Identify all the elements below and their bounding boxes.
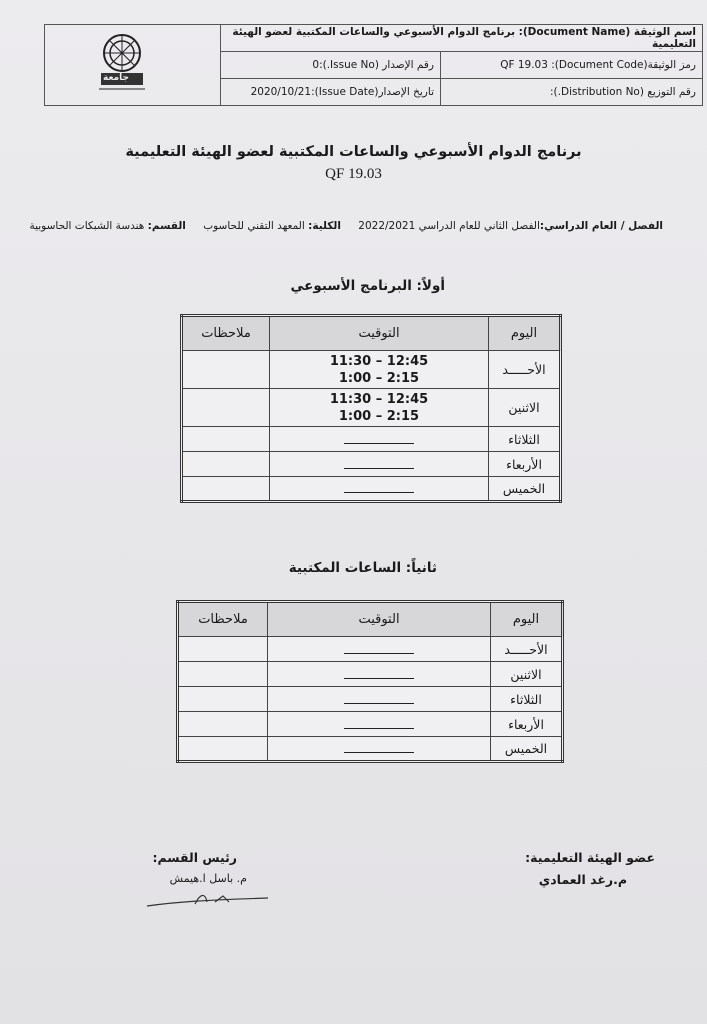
document-title: برنامج الدوام الأسبوعي والساعات المكتبية لعضو الهيئة التعليمية [125, 144, 582, 160]
document-code-title: QF 19.03 [325, 166, 382, 182]
day-cell: الثلاثاء [489, 427, 561, 452]
table-header-row [182, 316, 561, 351]
department-label: القسم: [147, 220, 186, 232]
time-cell [268, 662, 491, 687]
university-emblem-icon [95, 31, 149, 93]
blank-line [344, 434, 414, 444]
table-row [182, 452, 561, 477]
time-cell [270, 452, 489, 477]
blank-line [344, 669, 414, 679]
col-time: التوقيت [268, 602, 491, 637]
day-cell: الخميس [489, 477, 561, 502]
time-cell [268, 687, 491, 712]
col-day: اليوم [489, 316, 561, 351]
table-row [178, 737, 563, 762]
handwritten-signature [145, 888, 270, 910]
notes-cell [182, 452, 270, 477]
blank-line [344, 644, 414, 654]
table-row [182, 427, 561, 452]
time-slot: 11:30 – 12:45 [329, 391, 429, 407]
col-day: اليوم [491, 602, 563, 637]
table-row [182, 477, 561, 502]
time-cell [268, 637, 491, 662]
notes-cell [182, 389, 270, 427]
day-cell: الاثنين [491, 662, 563, 687]
day-cell: الأربعاء [491, 712, 563, 737]
doc-code: رمز الوثيقة(Document Code): QF 19.03 [440, 52, 702, 78]
day-cell: الخميس [491, 737, 563, 762]
day-cell: الثلاثاء [491, 687, 563, 712]
time-cell [270, 427, 489, 452]
document-header-table [44, 24, 703, 106]
weekly-schedule-heading: أولاً: البرنامج الأسبوعي [290, 278, 445, 294]
notes-cell [182, 351, 270, 389]
course-info-line [29, 220, 663, 232]
doc-name: اسم الوثيقة (Document Name): برنامج الدوام الأسبوعي والساعات المكتبية لعضو الهيئة التعليمية [232, 26, 696, 50]
table-header-row [178, 602, 563, 637]
day-cell: الأحـــــد [489, 351, 561, 389]
notes-cell [178, 662, 268, 687]
notes-cell [182, 427, 270, 452]
office-hours-table [176, 600, 564, 763]
notes-cell [182, 477, 270, 502]
notes-cell [178, 637, 268, 662]
office-hours-heading: ثانياً: الساعات المكتبية [288, 560, 437, 576]
table-row [182, 389, 561, 427]
semester-label: الفصل / العام الدراسي: [539, 220, 663, 232]
col-time: التوقيت [270, 316, 489, 351]
time-slot: 1:00 – 2:15 [338, 370, 420, 386]
distribution-no: رقم التوزيع (Distribution No.): [440, 79, 702, 105]
blank-line [344, 459, 414, 469]
time-cell [268, 737, 491, 762]
blank-line [344, 743, 414, 753]
day-cell: الأحـــــد [491, 637, 563, 662]
department-head-label: رئيس القسم: [152, 850, 237, 865]
time-slot: 11:30 – 12:45 [329, 353, 429, 369]
blank-line [344, 694, 414, 704]
blank-line [344, 719, 414, 729]
notes-cell [178, 737, 268, 762]
time-cell [270, 351, 489, 389]
col-notes: ملاحظات [182, 316, 270, 351]
department-head-name: م. باسل ا.هيمش [169, 872, 247, 885]
time-slot: 1:00 – 2:15 [338, 408, 420, 424]
issue-no: رقم الإصدار (Issue No.):0 [312, 59, 434, 71]
col-notes: ملاحظات [178, 602, 268, 637]
distribution-row [221, 79, 702, 105]
time-cell [268, 712, 491, 737]
issue-date: تاريخ الإصدار(Issue Date):2020/10/21 [250, 86, 434, 98]
table-row [178, 637, 563, 662]
day-cell: الاثنين [489, 389, 561, 427]
time-cell [270, 477, 489, 502]
weekly-schedule-table [180, 314, 562, 503]
department-value: هندسة الشبكات الحاسوبية [29, 220, 145, 232]
table-row [182, 351, 561, 389]
blank-line [344, 483, 414, 493]
table-row [178, 662, 563, 687]
time-cell [270, 389, 489, 427]
table-row [178, 687, 563, 712]
doc-name-row [221, 25, 702, 52]
faculty-member-name: م.رغد العمادي [538, 872, 627, 887]
table-row [178, 712, 563, 737]
college-label: الكلية: [308, 220, 341, 232]
university-logo [45, 25, 221, 105]
notes-cell [178, 712, 268, 737]
college-value: المعهد التقني للحاسوب [203, 220, 305, 232]
logo-text: جامعة [103, 73, 129, 83]
faculty-member-label: عضو الهيئة التعليمية: [525, 850, 655, 865]
semester-value: الفصل الثاني للعام الدراسي 2022/2021 [358, 220, 540, 232]
day-cell: الأربعاء [489, 452, 561, 477]
doc-code-row [221, 52, 702, 79]
notes-cell [178, 687, 268, 712]
